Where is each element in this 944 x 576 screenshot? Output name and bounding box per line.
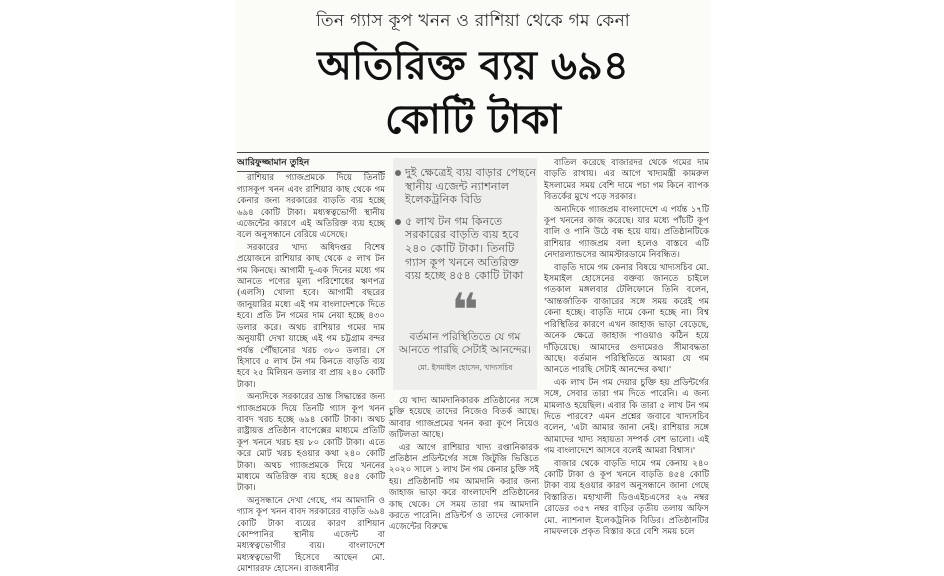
pull-quote-box	[393, 158, 537, 390]
paragraph: বাজার থেকে বাড়তি দামে গম কেনায় ২৪০ কোটি টাকা ও কূপ খননে বাড়তি ৪৫৪ কোটি টাকা ব্যয় হওয়ার কারণ অনুসন্ধানে জানা গেছে বিস্তারিত। মহাখালী ডিওএইচএসের ২৬ নম্বর রোডের ৩৫৭ নম্বর বাড়ির তৃতীয় তলায় অফিস মো. ন্যাশনাল ইলেকট্রনিক বিডির। প্রতিষ্ঠানটির নামফলকে প্রকৃত বিস্তার করে বেশি সময় চলে	[544, 458, 709, 537]
highlight-item	[393, 215, 537, 283]
highlight-text: দুই ক্ষেত্রেই ব্যয় বাড়ার পেছনে স্থানীয় এজেন্ট ন্যাশনাল ইলেকট্রনিক বিডি	[405, 166, 537, 207]
column-1	[237, 158, 385, 575]
headline-rule	[237, 152, 709, 153]
bullet-icon	[395, 219, 401, 225]
bullet-icon	[395, 170, 401, 176]
quote-source: মো. ইসমাইল হোসেন, খাদ্যসচিব	[417, 362, 513, 372]
highlight-item	[393, 166, 537, 207]
column-3	[544, 158, 709, 537]
byline: আরিফুজ্জামান তুহিন	[237, 158, 385, 172]
paragraph: যে খাদ্য আমদানিকারক প্রতিষ্ঠানের সঙ্গে চুক্তি হয়েছে তাদের নিজেও বিতর্ক আছে। আবার গ্যাজপ্রমের খনন করা কূপে নিয়েও জটিলতা আছে।	[389, 396, 539, 441]
paragraph: অন্যদিকে সরকারের ভ্রান্ত সিদ্ধান্তের জন্য গ্যাজপ্রমকে দিয়ে তিনটি গ্যাস কূপ খনন বাবদ খরচ হচ্ছে ৬৯৪ কোটি টাকা। অথচ রাষ্ট্রায়ত্ত প্রতিষ্ঠান বাপেক্সের মাধ্যমে প্রতিটি কূপ খননে খরচ হয় ৮০ কোটি টাকা। এতে করে মোট খরচ হওয়ার কথা ২৪০ কোটি টাকা। অথচ গ্যাজপ্রমকে দিয়ে খননের মাধ্যমে অতিরিক্ত ব্যয় হচ্ছে ৪৫৪ কোটি টাকা।	[237, 392, 385, 494]
column-2	[389, 396, 539, 533]
quote-text: বর্তমান পরিস্থিতিতে যে গম আনতে পারছি সেটাই আনন্দের।	[398, 330, 532, 356]
paragraph: অনুসন্ধানে দেখা গেছে, গম আমদানি ও গ্যাস কূপ খনন বাবদ সরকারের বাড়তি ৬৯৪ কোটি টাকা ব্যয়ের কারণ রাশিয়ান কোম্পানির স্থানীয় এজেন্ট বা মধ্যস্বত্বভোগীর ব্যয়। বাংলাদেশে মধ্যস্বত্বভোগী হিসেবে আছেন মো. মোশাররফ হোসেন। রাজধানীর	[237, 495, 385, 575]
paragraph: বাতিল করেছে বাজারদর থেকে গমের দাম বাড়তি রাখায়। এর আগে খাদ্যমন্ত্রী কামরুল ইসলামের সময় বেশি দামে পচা গম কিনে ব্যাপক বিতর্কের মুখে পড়ে সরকার।	[544, 158, 709, 203]
newspaper-clipping	[235, 0, 711, 575]
highlight-text: ৫ লাখ টন গম কিনতে সরকারের বাড়তি ব্যয় হবে ২৪০ কোটি টাকা। তিনটি গ্যাস কূপ খননে অতিরিক্ত ব্যয় হচ্ছে ৪৫৪ কোটি টাকা	[405, 214, 524, 283]
paragraph: বাড়তি দামে গম কেনার বিষয়ে খাদ্যসচিব মো. ইসমাইল হোসেনের বক্তব্য জানতে চাইলে গতকাল মঙ্গলবার টেলিফোনে তিনি বলেন, 'আন্তর্জাতিক বাজারের সঙ্গে সময় করেই গম কেনা হচ্ছে। বাড়তি দামে কেনা হচ্ছে না। বিশ্ব পরিস্থিতির কারণে এখন জাহাজ ভাড়া বেড়েছে, অনেক ক্ষেত্রে জাহাজ পাওয়াও কঠিন হয়ে দাঁড়িয়েছে। আমাদের গুদামেরও সীমাবদ্ধতা আছে। বর্তমান পরিস্থিতিতে আমরা যে গম আনতে পারছি সেটাই আনন্দের কথা।'	[544, 262, 709, 376]
headline-line-2: কোটি টাকা	[385, 97, 561, 143]
paragraph: রাশিয়ার গ্যাজপ্রমকে দিয়ে তিনটি গ্যাসকূপ খনন এবং রাশিয়ার কাছ থেকে গম কেনার জন্য সরকারের বাড়তি ব্যয় হচ্ছে ৬৯৪ কোটি টাকা। মধ্যস্বত্বভোগী স্থানীয় এজেন্টের কারণে এই অতিরিক্ত ব্যয় হচ্ছে বলে অনুসন্ধানে বেরিয়ে এসেছে।	[237, 173, 385, 241]
shoulder-headline: তিন গ্যাস কূপ খনন ও রাশিয়া থেকে গম কেনা	[316, 11, 630, 31]
paragraph: এক লাখ টন গম দেয়ার চুক্তি হয় প্রডিন্টর্গের সঙ্গে, সেবার তারা গম দিতে পারেনি। এ জন্য মামলাও হয়েছিল। এবার কি তারা ৫ লাখ টন গম দিতে পারবে? এমন প্রশ্নের জবাবে খাদ্যসচিব বলেন, 'এটা আমার জানা নেই। রাশিয়ার সঙ্গে আমাদের খাদ্য সহায়তা সম্পর্ক বেশ ভালো। এই গম বাংলাদেশে আসবে বলেই আমরা বিশ্বাস।'	[544, 377, 709, 457]
headline-line-1: অতিরিক্ত ব্যয় ৬৯৪	[317, 43, 629, 89]
paragraph: অন্যদিকে গ্যাজপ্রম বাংলাদেশে এ পর্যন্ত ১৭টি কূপ খননের কাজ করেছে। যার মধ্যে পাঁচটি কূপ বালি ও পানি উঠে বন্ধ হয়ে যায়। প্রতিষ্ঠানটিকে রাশিয়ার গ্যাজপ্রম বলা হলেও বাস্তবে এটি নেদারল্যান্ডসের আমস্টারডামে নিবন্ধিত।	[544, 204, 709, 261]
quote-icon: ❝	[451, 282, 479, 337]
paragraph: এর আগে রাশিয়ার খাদ্য রপ্তানিকারক প্রতিষ্ঠান প্রডিন্টর্গের সঙ্গে জিটুজি ভিত্তিতে ২০২০ সালে ১ লাখ টন গম কেনার চুক্তি সই হয়। প্রতিষ্ঠানটি গম আমদানি করার জন্য জাহাজ ভাড়া করে বাংলাদেশি প্রতিষ্ঠানের কাছ থেকে। সে সময় তারা গম আমদানি করতে পারেনি। প্রডিন্টর্গ ও তাদের লোকাল এজেন্টের বিরুদ্ধে	[389, 442, 539, 533]
paragraph: সরকারের খাদ্য অধিদপ্তর বিশেষ প্রয়োজনে রাশিয়ার কাছ থেকে ৫ লাখ টন গম কিনছে। আগামী দু-এক দিনের মধ্যে গম আনতে পণ্যের মূল্য পরিশোধের ঋণপত্র (এলসি) খোলা হবে। আগামী বছরের জানুয়ারির মধ্যে এই গম বাংলাদেশকে দিতে হবে। প্রতি টন গমের দাম নেয়া হচ্ছে ৪৩০ ডলার করে। অথচ রাশিয়ার গমের দাম অনুযায়ী দেখা যাচ্ছে এই গম চট্টগ্রাম বন্দর পর্যন্ত পৌঁছানোর খরচ ৩৮০ ডলার। সে হিসাবে ৫ লাখ টন গম কিনতে বাড়তি ব্যয় হবে ২৫ মিলিয়ন ডলার বা প্রায় ২৪০ কোটি টাকা।	[237, 242, 385, 390]
